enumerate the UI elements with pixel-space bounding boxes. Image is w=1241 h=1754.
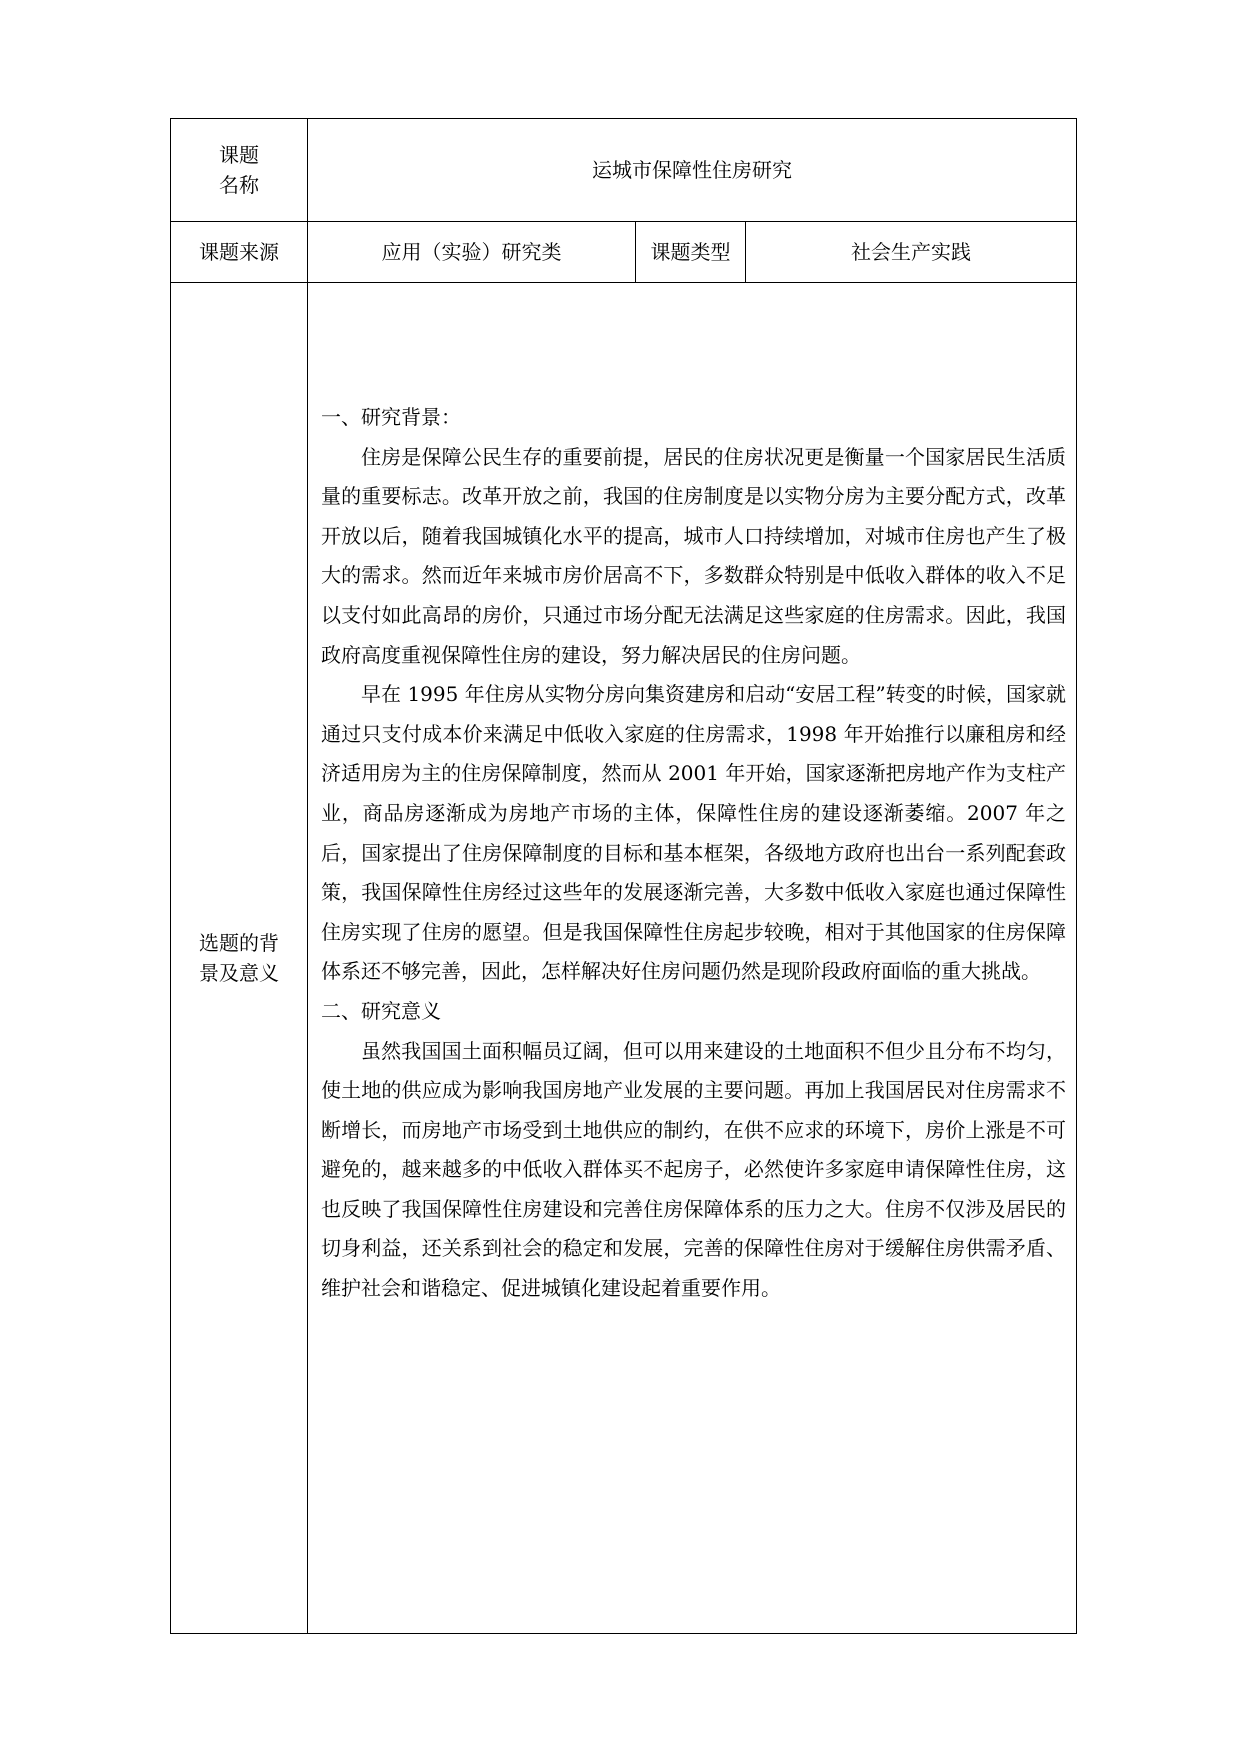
topic-name-value: 运城市保障性住房研究	[308, 119, 1077, 222]
topic-name-row	[171, 119, 1077, 222]
background-content-cell	[308, 283, 1077, 1634]
section-heading-significance: 二、研究意义	[321, 998, 441, 1023]
background-label-line2: 景及意义	[199, 961, 279, 985]
topic-type-value: 社会生产实践	[746, 222, 1077, 283]
paragraph-significance: 虽然我国国土面积幅员辽阔，但可以用来建设的土地面积不但少且分布不均匀，使土地的供应成为影响我国房地产业发展的主要问题。再加上我国居民对住房需求不断增长，而房地产市场受到土地供应的制约，在供不应求的环境下，房价上涨是不可避免的，越来越多的中低收入群体买不起房子，必然使许多家庭申请保障性住房，这也反映了我国保障性住房建设和完善住房保障体系的压力之大。住房不仅涉及居民的切身利益，还关系到社会的稳定和发展，完善的保障性住房对于缓解住房供需矛盾、维护社会和谐稳定、促进城镇化建设起着重要作用。	[321, 1038, 1066, 1301]
background-content	[308, 283, 1076, 1309]
section-heading-background: 一、研究背景：	[321, 405, 461, 429]
background-label	[171, 283, 308, 1634]
paragraph-background-2: 早在 1995 年住房从实物分房向集资建房和启动“安居工程”转变的时候，国家就通过只支付成本价来满足中低收入家庭的住房需求，1998 年开始推行以廉租房和经济适用房为主的住房保障制度，然而从 2001 年开始，国家逐渐把房地产作为支柱产业，商品房逐渐成为房地产市场的主体，保障性住房的建设逐渐萎缩。2007 年之后，国家提出了住房保障制度的目标和基本框架，各级地方政府也出台一系列配套政策，我国保障性住房经过这些年的发展逐渐完善，大多数中低收入家庭也通过保障性住房实现了住房的愿望。但是我国保障性住房起步较晚，相对于其他国家的住房保障体系还不够完善，因此，怎样解决好住房问题仍然是现阶段政府面临的重大挑战。	[321, 682, 1066, 984]
topic-source-row	[171, 222, 1077, 283]
background-label-line1: 选题的背	[199, 931, 279, 955]
background-row	[171, 283, 1077, 1634]
topic-name-label	[171, 119, 308, 222]
topic-name-label-line1: 课题	[219, 143, 259, 167]
topic-source-value: 应用（实验）研究类	[308, 222, 636, 283]
topic-source-label: 课题来源	[171, 222, 308, 283]
paragraph-background-1: 住房是保障公民生存的重要前提，居民的住房状况更是衡量一个国家居民生活质量的重要标志。改革开放之前，我国的住房制度是以实物分房为主要分配方式，改革开放以后，随着我国城镇化水平的提高，城市人口持续增加，对城市住房也产生了极大的需求。然而近年来城市房价居高不下，多数群众特别是中低收入群体的收入不足以支付如此高昂的房价，只通过市场分配无法满足这些家庭的住房需求。因此，我国政府高度重视保障性住房的建设，努力解决居民的住房问题。	[321, 444, 1066, 667]
topic-form-table	[170, 118, 1077, 1634]
topic-name-label-line2: 名称	[219, 173, 259, 197]
topic-type-label: 课题类型	[636, 222, 746, 283]
